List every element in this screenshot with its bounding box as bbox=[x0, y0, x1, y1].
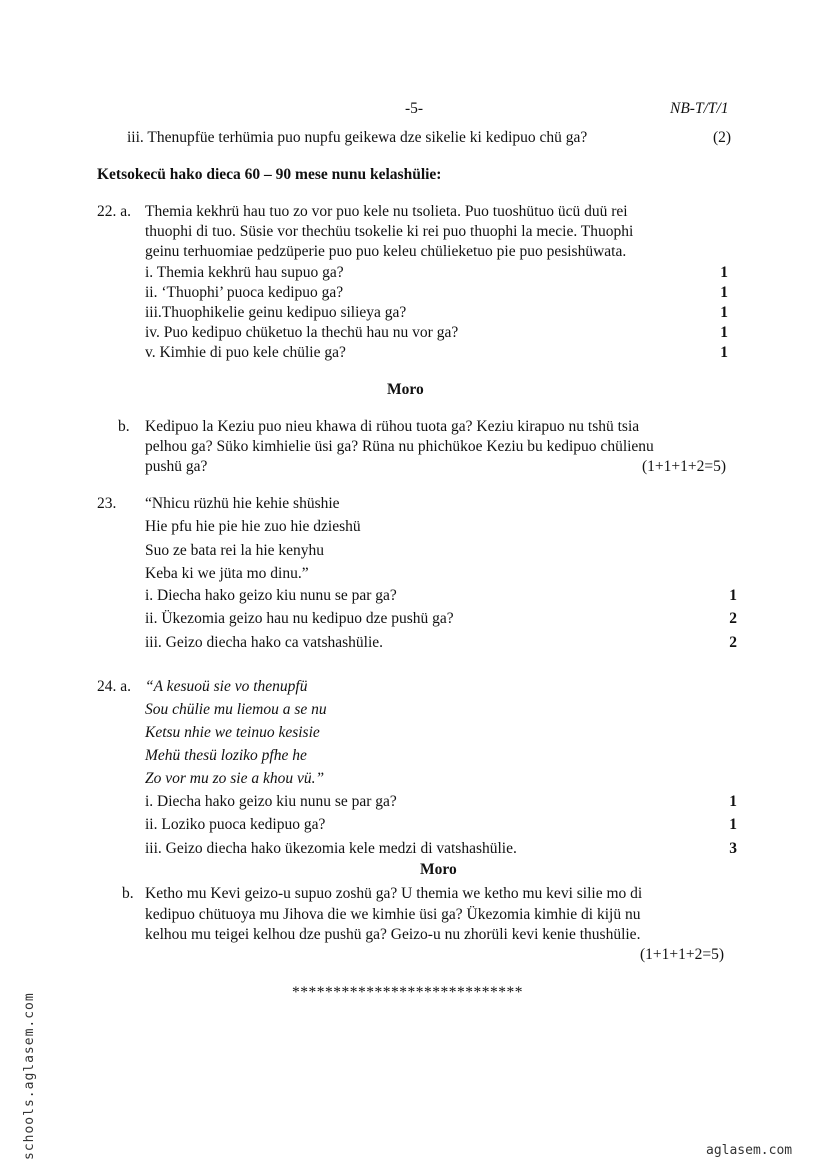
q23-poem-line: Suo ze bata rei la hie kenyhu bbox=[145, 542, 325, 559]
q22-passage-line: thuophi di tuo. Süsie vor thechüu tsokelie ki rei puo thuophi la mecie. Thuophi bbox=[145, 223, 634, 240]
end-of-paper-stars: **************************** bbox=[292, 984, 523, 1001]
q23-poem-line: Hie pfu hie pie hie zuo hie dzieshü bbox=[145, 518, 361, 535]
q24-b-label: b. bbox=[122, 885, 134, 902]
q23-item-mark: 2 bbox=[729, 634, 737, 651]
q23-item: ii. Ükezomia geizo hau nu kedipuo dze pushü ga? bbox=[145, 610, 454, 627]
q22-item-mark: 1 bbox=[720, 284, 728, 301]
q24-b-marks: (1+1+1+2=5) bbox=[640, 946, 725, 963]
q24-b-line: kelhou mu teigei kelhou dze pushü ga? Geizo-u nu zhorüli kevi kenie thushülie. bbox=[145, 926, 641, 943]
q24-b-line: Ketho mu Kevi geizo-u supuo zoshü ga? U themia we ketho mu kevi silie mo di bbox=[145, 885, 643, 902]
q21-iii-marks: (2) bbox=[713, 129, 732, 146]
q22-item: iv. Puo kedipuo chüketuo la thechü hau nu vor ga? bbox=[145, 324, 459, 341]
q23-number: 23. bbox=[97, 495, 117, 512]
q23-item: i. Diecha hako geizo kiu nunu se par ga? bbox=[145, 587, 397, 604]
q22-b-line: pelhou ga? Süko kimhielie üsi ga? Rüna nu phichükoe Keziu bu kedipuo chülienu bbox=[145, 438, 654, 455]
bottom-watermark: aglasem.com bbox=[706, 1143, 793, 1158]
q22-item-mark: 1 bbox=[720, 264, 728, 281]
q22-passage-line: geinu terhuomiae pedzüperie puo puo keleu chülieketuo pie puo pesishüwata. bbox=[145, 243, 627, 260]
q22-b-label: b. bbox=[118, 418, 130, 435]
q21-iii-text: iii. Thenupfüe terhümia puo nupfu geikewa dze sikelie ki kedipuo chü ga? bbox=[127, 129, 588, 146]
page-number: -5- bbox=[405, 100, 424, 117]
q24-poem-line: Zo vor mu zo sie a khou vü.” bbox=[145, 770, 325, 787]
q23-item-mark: 1 bbox=[729, 587, 737, 604]
q24-poem-line: Sou chülie mu liemou a se nu bbox=[145, 701, 327, 718]
q24-poem-line: Mehü thesü loziko pfhe he bbox=[145, 747, 307, 764]
q24-poem-line: “A kesuoü sie vo thenupfü bbox=[145, 678, 308, 695]
q24-item-mark: 3 bbox=[729, 840, 737, 857]
q23-poem-line: “Nhicu rüzhü hie kehie shüshie bbox=[145, 495, 340, 512]
q24-item-mark: 1 bbox=[729, 793, 737, 810]
q22-item: v. Kimhie di puo kele chülie ga? bbox=[145, 344, 346, 361]
q23-item-mark: 2 bbox=[729, 610, 737, 627]
q24-item: iii. Geizo diecha hako ükezomia kele medzi di vatshashülie. bbox=[145, 840, 517, 857]
q22-item-mark: 1 bbox=[720, 324, 728, 341]
q24-poem-line: Ketsu nhie we teinuo kesisie bbox=[145, 724, 320, 741]
q22-item-mark: 1 bbox=[720, 344, 728, 361]
q22-item-mark: 1 bbox=[720, 304, 728, 321]
q24-item-mark: 1 bbox=[729, 816, 737, 833]
q22-b-line: pushü ga? bbox=[145, 458, 208, 475]
section-heading: Ketsokecü hako dieca 60 – 90 mese nunu kelashülie: bbox=[97, 166, 442, 183]
q24-number: 24. a. bbox=[97, 678, 132, 695]
q22-b-marks: (1+1+1+2=5) bbox=[642, 458, 727, 475]
q24-or-heading: Moro bbox=[420, 861, 457, 878]
q22-item: iii.Thuophikelie geinu kedipuo silieya ga? bbox=[145, 304, 407, 321]
side-watermark: schools.aglasem.com bbox=[22, 992, 37, 1160]
q24-item: ii. Loziko puoca kedipuo ga? bbox=[145, 816, 326, 833]
q24-b-line: kedipuo chütuoya mu Jihova die we kimhie üsi ga? Ükezomia kimhie di kijü nu bbox=[145, 906, 641, 923]
q24-item: i. Diecha hako geizo kiu nunu se par ga? bbox=[145, 793, 397, 810]
q22-item: ii. ‘Thuophi’ puoca kedipuo ga? bbox=[145, 284, 344, 301]
q22-passage-line: Themia kekhrü hau tuo zo vor puo kele nu tsolieta. Puo tuoshütuo ücü duü rei bbox=[145, 203, 628, 220]
q22-or-heading: Moro bbox=[387, 381, 424, 398]
q22-b-line: Kedipuo la Keziu puo nieu khawa di rühou tuota ga? Keziu kirapuo nu tshü tsia bbox=[145, 418, 640, 435]
q23-poem-line: Keba ki we jüta mo dinu.” bbox=[145, 565, 309, 582]
q22-number: 22. a. bbox=[97, 203, 132, 220]
q22-item: i. Themia kekhrü hau supuo ga? bbox=[145, 264, 344, 281]
paper-code: NB-T/T/1 bbox=[670, 100, 729, 117]
q23-item: iii. Geizo diecha hako ca vatshashülie. bbox=[145, 634, 384, 651]
